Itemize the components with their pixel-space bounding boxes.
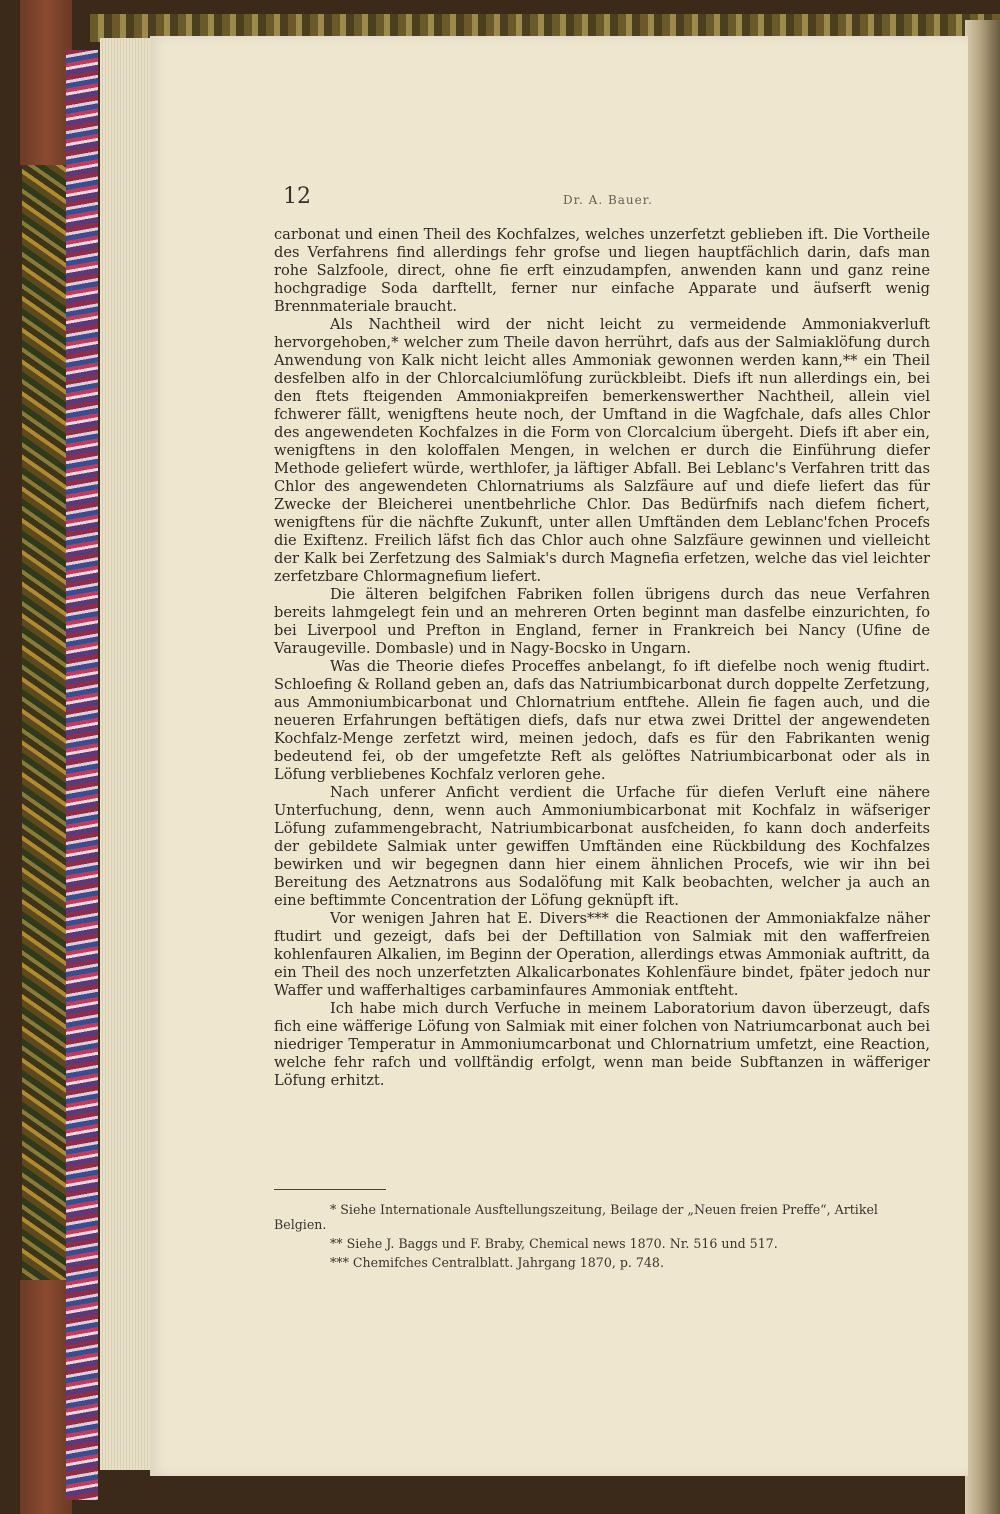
spine-leather-bottom (20, 1280, 72, 1514)
paragraph: Was die Theorie diefes Proceffes anbelangt, fo ift diefelbe noch wenig ftudirt. Schloefing & Rolland geben an, dafs das Natriumbicarbonat durch doppelte Zerfetzung, aus Ammoniumbicarbonat und Chlornatrium entftehe. Allein fie fagen auch, und die neueren Erfahrungen beftätigen diefs, dafs nur etwa zwei Drittel der angewendeten Kochfalz-Menge zerfetzt wird, meinen jedoch, dafs es für den Fabrikanten wenig bedeutend fei, ob der umgefetzte Reft als gelöftes Natriumbicarbonat oder als in Löfung verbliebenes Kochfalz verloren gehe. (274, 658, 930, 783)
running-head: Dr. A. Bauer. (563, 193, 653, 207)
paragraph: Als Nachtheil wird der nicht leicht zu vermeidende Ammoniakverluft hervorgehoben,* welcher zum Theile davon herrührt, dafs aus der Salmiaklöfung durch Anwendung von Kalk nicht leicht alles Ammoniak gewonnen werden kann,** ein Theil desfelben alfo in der Chlorcalciumlöfung zurückbleibt. Diefs ift nun allerdings ein, bei den ftets fteigenden Ammoniakpreifen bemerkenswerther Nachtheil, allein viel fchwerer fällt, wenigftens heute noch, der Umftand in die Wagfchale, dafs alles Chlor des angewendeten Kochfalzes in die Form von Clorcalcium übergeht. Diefs ift aber ein, wenigftens in den koloffalen Mengen, in welchen er durch die Einführung diefer Methode geliefert würde, werthlofer, ja läftiger Abfall. Bei Leblanc's Verfahren tritt das Chlor des angewendeten Chlornatriums als Salzfäure auf und diefe liefert das für Zwecke der Bleicherei unentbehrliche Chlor. Das Bedürfnifs nach diefem fichert, wenigftens für die nächfte Zukunft, unter allen Umftänden dem Leblanc'fchen Procefs die Exiftenz. Freilich läfst fich das Chlor auch ohne Salzfäure gewinnen und vielleicht der Kalk bei Zerfetzung des Salmiak's durch Magnefia erfetzen, welche das viel leichter zerfetzbare Chlormagnefium liefert. (274, 316, 930, 585)
body-text (274, 226, 930, 1090)
page-number: 12 (283, 184, 311, 209)
right-page-edge (965, 20, 1000, 1514)
paragraph: Vor wenigen Jahren hat E. Divers*** die Reactionen der Ammoniakfalze näher ftudirt und gezeigt, dafs bei der Deftillation von Salmiak mit den wafferfreien kohlenfauren Alkalien, im Beginn der Operation, allerdings etwas Ammoniak auftritt, da ein Theil des noch unzerfetzten Alkalicarbonates Kohlenfäure bindet, fpäter jedoch nur Waffer und wafferhaltiges carbaminfaures Ammoniak entfteht. (274, 910, 930, 999)
footnote: * Siehe Internationale Ausftellungszeitung, Beilage der „Neuen freien Preffe“, Artikel Belgien. (274, 1202, 878, 1232)
footnote-rule (274, 1189, 386, 1190)
paragraph: Ich habe mich durch Verfuche in meinem Laboratorium davon überzeugt, dafs fich eine wäfferige Löfung von Salmiak mit einer folchen von Natriumcarbonat auch bei niedriger Temperatur in Ammoniumcarbonat und Chlornatrium umfetzt, eine Reaction, welche fehr rafch und vollftändig erfolgt, wenn man beide Subftanzen in wäfferiger Löfung erhitzt. (274, 1000, 930, 1089)
paragraph: Nach unferer Anficht verdient die Urfache für diefen Verluft eine nähere Unterfuchung, denn, wenn auch Ammoniumbicarbonat mit Kochfalz in wäfseriger Löfung zufammengebracht, Natriumbicarbonat ausfcheiden, fo kann doch anderfeits der gebildete Salmiak unter gewiffen Umftänden eine Rückbildung des Kochfalzes bewirken und wir begegnen dann hier einem ähnlichen Procefs, wie wir ihn bei Bereitung des Aetznatrons aus Sodalöfung mit Kalk beobachten, welcher ja auch an eine beftimmte Concentration der Löfung geknüpft ift. (274, 784, 930, 909)
footnotes (274, 1202, 930, 1274)
marbled-page-edge (66, 50, 98, 1500)
spine-leather-top (20, 0, 72, 165)
footnote: *** Chemifches Centralblatt. Jahrgang 1870, p. 748. (330, 1255, 664, 1270)
paragraph: carbonat und einen Theil des Kochfalzes, welches unzerfetzt geblieben ift. Die Vortheile des Verfahrens find allerdings fehr grofse und liegen hauptfächlich darin, dafs man rohe Salzfoole, direct, ohne fie erft einzudampfen, anwenden kann und ganz reine hochgradige Soda darftellt, ferner nur einfache Apparate und äufserft wenig Brennmateriale braucht. (274, 226, 930, 315)
paragraph: Die älteren belgifchen Fabriken follen übrigens durch das neue Verfahren bereits lahmgelegt fein und an mehreren Orten beginnt man dasfelbe einzurichten, fo bei Liverpool und Prefton in England, ferner in Frankreich bei Nancy (Ufine de Varaugeville. Dombasle) und in Nagy-Bocsko in Ungarn. (274, 586, 930, 657)
footnote: ** Siehe J. Baggs und F. Braby, Chemical news 1870. Nr. 516 und 517. (330, 1236, 778, 1251)
